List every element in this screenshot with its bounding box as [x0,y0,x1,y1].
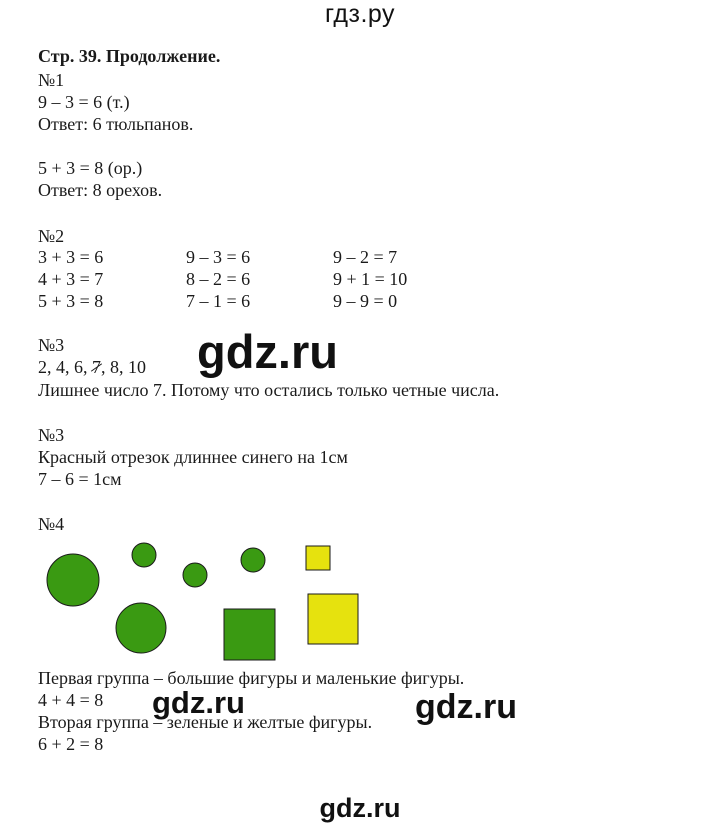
task3b-number: №3 [38,425,65,445]
task1-answer-1: Ответ: 6 тюльпанов. [38,114,194,134]
task2-cell: 9 – 9 = 0 [333,291,398,311]
task3a-explanation: Лишнее число 7. Потому что остались только четные числа. [38,380,500,400]
small-green-circle [183,563,207,587]
small-green-circle [241,548,265,572]
watermark-small-left: gdz.ru [152,685,245,720]
small-green-circle [132,543,156,567]
watermark-bottom: gdz.ru [319,793,401,823]
task1-answer-2: Ответ: 8 орехов. [38,180,163,200]
task2-cell: 5 + 3 = 8 [38,291,104,311]
task4-number: №4 [38,514,65,534]
task4-equation-1: 4 + 4 = 8 [38,690,104,710]
task2-cell: 7 – 1 = 6 [186,291,251,311]
task3a-number: №3 [38,335,65,355]
large-yellow-square [308,594,358,644]
task3b-statement: Красный отрезок длиннее синего на 1см [38,447,348,467]
task2-cell: 9 – 3 = 6 [186,247,251,267]
shapes-figure [38,532,368,662]
large-green-square [224,609,275,660]
large-green-circle [116,603,166,653]
task3b-equation: 7 – 6 = 1см [38,469,122,489]
watermark-small-right: gdz.ru [415,688,517,726]
sequence-before: 2, 4, 6, [38,357,88,377]
task3a-sequence [38,356,146,378]
task2-cell: 3 + 3 = 6 [38,247,104,267]
task2-cell: 9 + 1 = 10 [333,269,408,289]
task2-cell: 4 + 3 = 7 [38,269,104,289]
large-green-circle [47,554,99,606]
small-yellow-square [306,546,330,570]
crossed-out-number: 7 [92,357,101,377]
task2-cell: 8 – 2 = 6 [186,269,251,289]
watermark-middle: gdz.ru [197,325,338,378]
task1-equation-1: 9 – 3 = 6 (т.) [38,92,130,112]
sequence-after: , 8, 10 [101,357,146,377]
task4-group1: Первая группа – большие фигуры и маленькие фигуры. [38,668,465,688]
task1-equation-2: 5 + 3 = 8 (ор.) [38,158,143,178]
page-heading: Стр. 39. Продолжение. [38,46,221,66]
watermark-top: гдз.ру [324,0,396,28]
task4-equation-2: 6 + 2 = 8 [38,734,104,754]
task1-number: №1 [38,70,65,90]
task2-number: №2 [38,226,65,246]
task4-group2: Вторая группа – зеленые и желтые фигуры. [38,712,373,732]
task2-cell: 9 – 2 = 7 [333,247,398,267]
